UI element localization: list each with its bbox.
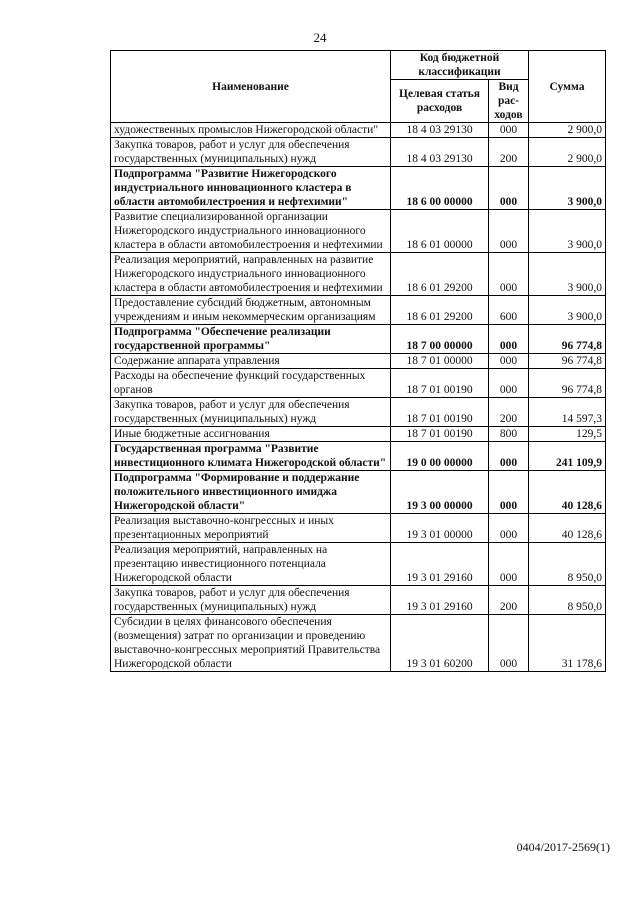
row-sum: 96 774,8: [529, 369, 606, 398]
row-name: Реализация выставочно-конгрессных и иных презентационных мероприятий: [111, 514, 391, 543]
row-type: 000: [489, 167, 529, 210]
row-name: Предоставление субсидий бюджетным, автономным учреждениям и иным некоммерческим организациям: [111, 296, 391, 325]
row-name: Развитие специализированной организации Нижегородского индустриального инновационного кластера в области автомобилестроения и нефтехимии: [111, 210, 391, 253]
row-code: 19 3 01 60200: [391, 615, 489, 672]
page-number: 24: [313, 30, 327, 45]
row-sum: 40 128,6: [529, 471, 606, 514]
row-type: 600: [489, 296, 529, 325]
row-sum: 96 774,8: [529, 354, 606, 369]
row-code: 18 6 01 29200: [391, 253, 489, 296]
table-body: [111, 123, 606, 672]
table-row: [111, 369, 606, 398]
table-row: [111, 398, 606, 427]
row-type: 200: [489, 138, 529, 167]
row-sum: 8 950,0: [529, 543, 606, 586]
row-type: 000: [489, 369, 529, 398]
row-name: Подпрограмма "Обеспечение реализации государственной программы": [111, 325, 391, 354]
row-type: 000: [489, 354, 529, 369]
row-name: Субсидии в целях финансового обеспечения (возмещения) затрат по организации и проведению выставочно-конгрессных мероприятий Правительства Нижегородской области: [111, 615, 391, 672]
document-code: 0404/2017-2569(1): [516, 840, 610, 854]
row-name: Реализация мероприятий, направленных на презентацию инвестиционного потенциала Нижегородской области: [111, 543, 391, 586]
row-name: Содержание аппарата управления: [111, 354, 391, 369]
row-name: Закупка товаров, работ и услуг для обеспечения государственных (муниципальных) нужд: [111, 398, 391, 427]
row-sum: 2 900,0: [529, 138, 606, 167]
row-sum: 40 128,6: [529, 514, 606, 543]
row-type: 000: [489, 442, 529, 471]
table-row: [111, 138, 606, 167]
table-row: [111, 427, 606, 442]
table-row: [111, 325, 606, 354]
row-type: 200: [489, 586, 529, 615]
table-row: [111, 296, 606, 325]
table-row: [111, 167, 606, 210]
row-type: 000: [489, 253, 529, 296]
table-row: [111, 543, 606, 586]
row-code: 18 4 03 29130: [391, 138, 489, 167]
row-sum: 3 900,0: [529, 210, 606, 253]
row-sum: 129,5: [529, 427, 606, 442]
row-code: 18 7 01 00190: [391, 369, 489, 398]
row-sum: 31 178,6: [529, 615, 606, 672]
row-name: Закупка товаров, работ и услуг для обеспечения государственных (муниципальных) нужд: [111, 586, 391, 615]
row-name: художественных промыслов Нижегородской области": [111, 123, 391, 138]
row-name: Расходы на обеспечение функций государственных органов: [111, 369, 391, 398]
table-row: [111, 615, 606, 672]
row-code: 19 3 00 00000: [391, 471, 489, 514]
row-code: 18 6 01 00000: [391, 210, 489, 253]
row-name: Подпрограмма "Формирование и поддержание положительного инвестиционного имиджа Нижегородской области": [111, 471, 391, 514]
row-code: 19 3 01 29160: [391, 586, 489, 615]
header-name: Наименование: [111, 51, 391, 123]
row-sum: 8 950,0: [529, 586, 606, 615]
row-name: Государственная программа "Развитие инвестиционного климата Нижегородской области": [111, 442, 391, 471]
row-code: 19 3 01 00000: [391, 514, 489, 543]
row-sum: 241 109,9: [529, 442, 606, 471]
table-row: [111, 354, 606, 369]
row-code: 18 6 00 00000: [391, 167, 489, 210]
budget-table: [110, 50, 606, 672]
row-sum: 2 900,0: [529, 123, 606, 138]
row-name: Закупка товаров, работ и услуг для обеспечения государственных (муниципальных) нужд: [111, 138, 391, 167]
header-expense-type: Вид рас-ходов: [489, 80, 529, 123]
row-type: 000: [489, 514, 529, 543]
row-code: 19 3 01 29160: [391, 543, 489, 586]
row-type: 000: [489, 123, 529, 138]
row-type: 000: [489, 471, 529, 514]
row-sum: 14 597,3: [529, 398, 606, 427]
row-code: 18 7 01 00190: [391, 398, 489, 427]
table-row: [111, 586, 606, 615]
row-type: 200: [489, 398, 529, 427]
table-row: [111, 123, 606, 138]
row-code: 18 7 01 00000: [391, 354, 489, 369]
table-row: [111, 471, 606, 514]
row-sum: 96 774,8: [529, 325, 606, 354]
row-type: 000: [489, 543, 529, 586]
row-code: 18 7 00 00000: [391, 325, 489, 354]
row-code: 18 7 01 00190: [391, 427, 489, 442]
header-sum: Сумма: [529, 51, 606, 123]
row-code: 19 0 00 00000: [391, 442, 489, 471]
row-code: 18 4 03 29130: [391, 123, 489, 138]
table-row: [111, 253, 606, 296]
row-sum: 3 900,0: [529, 253, 606, 296]
row-type: 800: [489, 427, 529, 442]
row-sum: 3 900,0: [529, 296, 606, 325]
row-name: Реализация мероприятий, направленных на развитие Нижегородского индустриального инновационного кластера в области автомобилестроения и нефтехимии: [111, 253, 391, 296]
row-name: Иные бюджетные ассигнования: [111, 427, 391, 442]
row-code: 18 6 01 29200: [391, 296, 489, 325]
row-name: Подпрограмма "Развитие Нижегородского индустриального инновационного кластера в области автомобилестроения и нефтехимии": [111, 167, 391, 210]
header-budget-code: Код бюджетной классификации: [391, 51, 529, 80]
row-type: 000: [489, 210, 529, 253]
row-sum: 3 900,0: [529, 167, 606, 210]
table-row: [111, 442, 606, 471]
row-type: 000: [489, 615, 529, 672]
table-row: [111, 210, 606, 253]
table-row: [111, 514, 606, 543]
row-type: 000: [489, 325, 529, 354]
header-target-item: Целевая статья расходов: [391, 80, 489, 123]
